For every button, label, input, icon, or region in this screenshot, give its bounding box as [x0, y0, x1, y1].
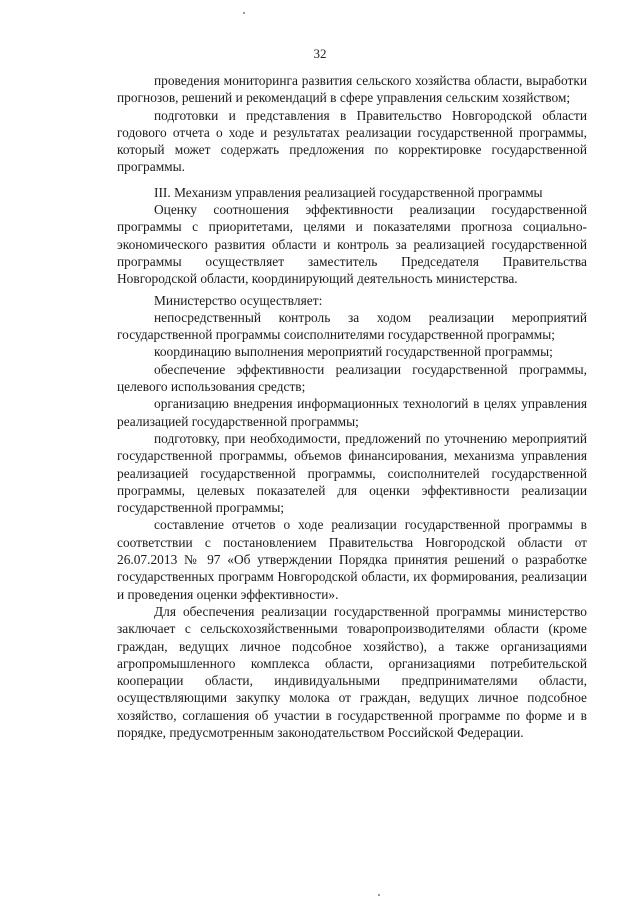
list-item: координацию выполнения мероприятий государственной программы;	[154, 344, 553, 360]
scan-speck	[243, 12, 245, 14]
paragraph: проведения мониторинга развития сельского хозяйства области, выработки прогнозов, решений и рекомендаций в сфере управления сельским хозяйством;	[117, 73, 587, 106]
section-heading: III. Механизм управления реализацией государственной программы	[154, 184, 543, 200]
scan-speck	[378, 894, 380, 896]
document-body	[117, 72, 587, 741]
paragraph: подготовки и представления в Правительство Новгородской области годового отчета о ходе и результатах реализации государственной программы, который может содержать предложения по корректировке государственной программы.	[117, 107, 587, 175]
list-item: составление отчетов о ходе реализации государственной программы в соответствии с постановлением Правительства Новгородской области от 26.07.2013 № 97 «Об утверждении Порядка принятия решений о разработке государственных программ Новгородской области, их формирования, реализации и проведения оценки эффективности».	[117, 517, 587, 602]
page-number: 32	[313, 46, 327, 61]
list-item: непосредственный контроль за ходом реализации мероприятий государственной программы соисполнителями государственной программы;	[117, 309, 587, 343]
list-item: обеспечение эффективности реализации государственной программы, целевого использования средств;	[117, 361, 587, 395]
paragraph: Оценку соотношения эффективности реализации государственной программы с приоритетами, целями и показателями прогноза социально-экономического развития области и контроль за реализацией государственной программы осуществляет заместитель Председателя Правительства Новгородской области, координирующий деятельность министерства.	[117, 202, 587, 287]
list-item: организацию внедрения информационных технологий в целях управления реализацией государственной программы;	[117, 396, 587, 429]
paragraph: Для обеспечения реализации государственной программы министерство заключает с сельскохозяйственными товаропроизводителями области (кроме граждан, ведущих личное подсобное хозяйство), а также организациями агропромышленного комплекса области, организациями потребительской кооперации области, индивидуальными предпринимателями области, осуществляющими закупку молока от граждан, ведущих личное подсобное хозяйство, соглашения об участии в государственной программе по форме и в порядке, предусмотренным законодательством Российской Федерации.	[117, 603, 587, 740]
list-item: подготовку, при необходимости, предложений по уточнению мероприятий государственной программы, объемов финансирования, механизма управления реализацией государственной программы, соисполнителей государственной программы, целевых показателей для оценки эффективности реализации государственной программы;	[117, 430, 587, 516]
paragraph: Министерство осуществляет:	[154, 292, 323, 308]
